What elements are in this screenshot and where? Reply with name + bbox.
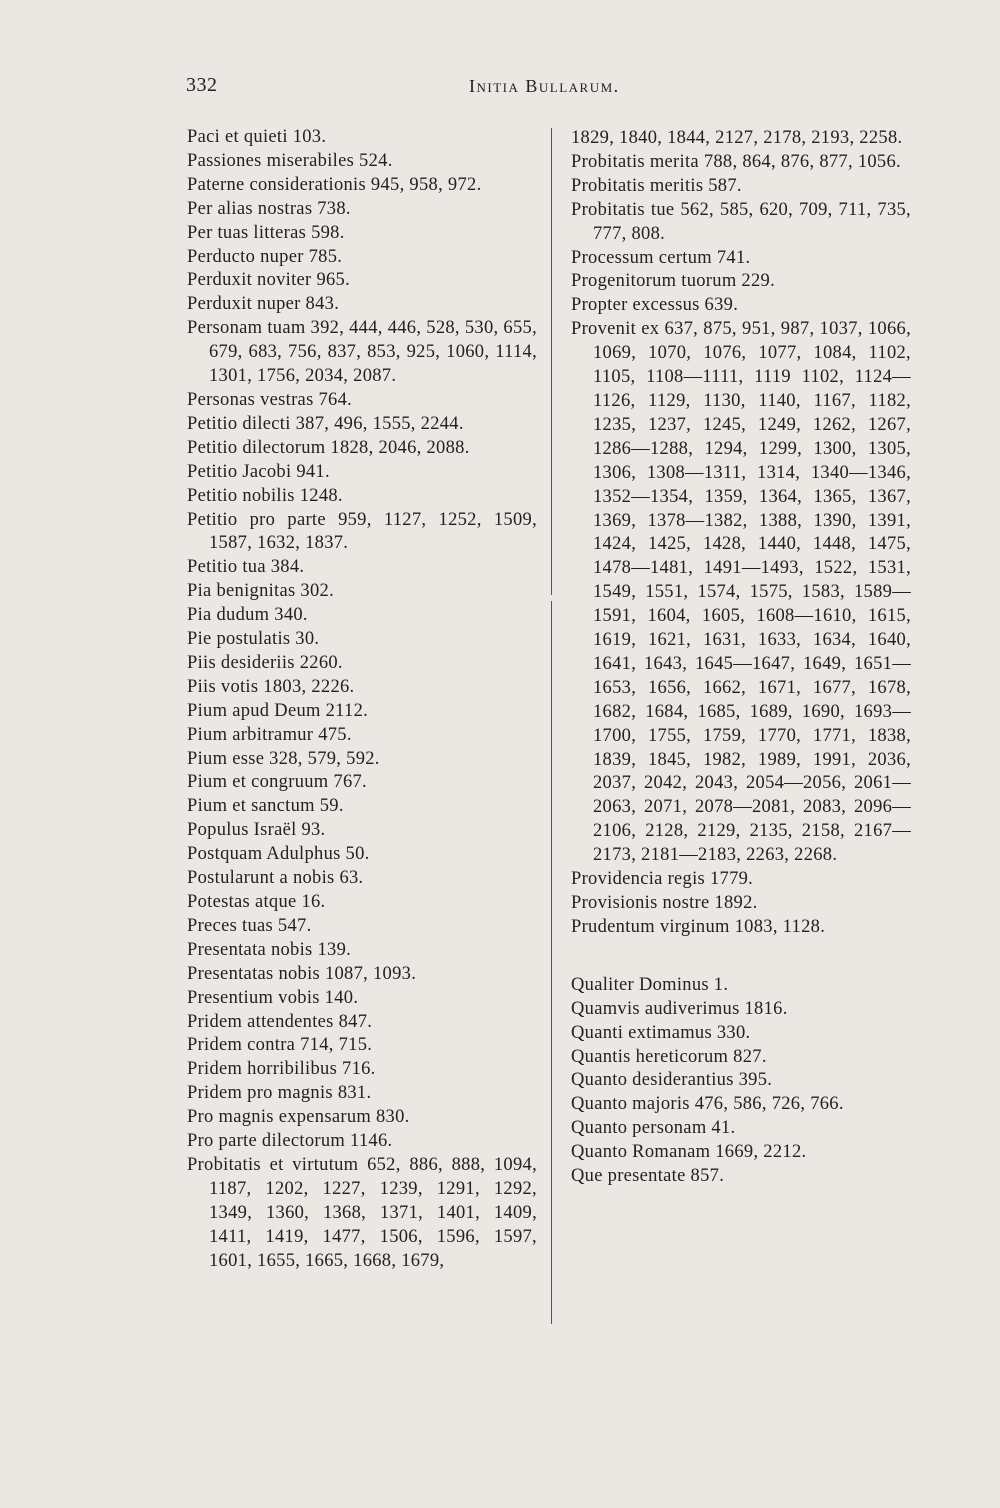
index-entry: Probitatis tue 562, 585, 620, 709, 711, 735, 777, 808. [571, 199, 911, 244]
running-title: Initia Bullarum. [469, 76, 620, 96]
index-entry: Provisionis nostre 1892. [571, 893, 758, 913]
index-entry: Quanto personam 41. [571, 1118, 736, 1139]
index-entry: Petitio pro parte 959, 1127, 1252, 1509, 1587, 1632, 1837. [187, 509, 537, 554]
index-entry: Pie postulatis 30. [187, 629, 320, 650]
index-entry: Pium et congruum 767. [187, 772, 367, 793]
index-entry: Per alias nostras 738. [187, 198, 351, 219]
index-entry: Providencia regis 1779. [571, 869, 754, 890]
index-entry: Perduxit nuper 843. [187, 294, 340, 315]
index-entry: Postquam Adulphus 50. [187, 844, 370, 865]
index-entry: Petitio dilectorum 1828, 2046, 2088. [187, 437, 470, 458]
index-entry: Petitio tua 384. [187, 557, 305, 578]
index-entry: Probitatis meritis 587. [571, 175, 742, 196]
index-entry: Preces tuas 547. [187, 915, 312, 936]
index-entry: Presentium vobis 140. [187, 987, 359, 1008]
index-entry: Quantis hereticorum 827. [571, 1046, 767, 1067]
index-entry: Processum certum 741. [571, 247, 751, 268]
index-entry: Postularunt a nobis 63. [187, 868, 364, 889]
index-entry: Pridem pro magnis 831. [187, 1083, 372, 1104]
index-entry: Passiones miserabiles 524. [187, 150, 393, 171]
index-entry: Paci et quieti 103. [187, 127, 327, 147]
index-entry: Piis votis 1803, 2226. [187, 676, 355, 697]
index-entry: Quanto majoris 476, 586, 726, 766. [571, 1094, 844, 1115]
index-entry: Pium apud Deum 2112. [187, 700, 369, 721]
index-entry: Presentata nobis 139. [187, 939, 352, 960]
index-entry: Pridem contra 714, 715. [187, 1035, 373, 1056]
index-entry: Perduxit noviter 965. [187, 270, 351, 291]
index-entry: Probitatis et virtutum 652, 886, 888, 1094, 1187, 1202, 1227, 1239, 1291, 1292, 1349, 1360, 1368, 1371, 1401, 1409, 1411, 1419, 1477, 1506, 1596, 1597, 1601, 1655, 1665, 1668, 1679, [187, 1154, 537, 1271]
index-entry: Pro magnis expensarum 830. [187, 1107, 410, 1128]
index-entry: Quanto Romanam 1669, 2212. [571, 1142, 807, 1163]
index-entry: Quanti extimamus 330. [571, 1022, 751, 1043]
index-entry: Per tuas litteras 598. [187, 222, 345, 243]
index-entry: Perducto nuper 785. [187, 246, 343, 267]
index-entry: Petitio nobilis 1248. [187, 485, 343, 506]
index-entry: Propter excessus 639. [571, 295, 739, 316]
index-entry: Qualiter Dominus 1. [571, 974, 729, 995]
left-column [187, 126, 537, 1274]
index-entry: Prudentum virginum 1083, 1128. [571, 916, 826, 937]
column-rule-gap [549, 595, 554, 601]
page-number: 332 [186, 74, 218, 96]
index-entry: Pridem attendentes 847. [187, 1011, 373, 1032]
index-entry: Petitio Jacobi 941. [187, 461, 330, 482]
index-entry: Quamvis audiverimus 1816. [571, 998, 788, 1019]
section-gap [571, 940, 911, 974]
index-entry: Pro parte dilectorum 1146. [187, 1131, 393, 1152]
index-entry: Presentatas nobis 1087, 1093. [187, 963, 417, 984]
index-entry: Probitatis merita 788, 864, 876, 877, 1056. [571, 151, 901, 172]
index-entry: Paterne considerationis 945, 958, 972. [187, 174, 482, 195]
index-entry-continued: 1829, 1840, 1844, 2127, 2178, 2193, 2258. [571, 128, 903, 148]
index-entry: Populus Israël 93. [187, 820, 326, 841]
index-entry: Pium esse 328, 579, 592. [187, 748, 380, 769]
index-entry: Pridem horribilibus 716. [187, 1059, 376, 1080]
index-entry: Pia benignitas 302. [187, 581, 335, 602]
index-entry: Pium arbitramur 475. [187, 724, 352, 745]
index-entry: Provenit ex 637, 875, 951, 987, 1037, 1066, 1069, 1070, 1076, 1077, 1084, 1102, 1105, 1108—1111, 1119 1102, 1124—1126, 1129, 1130, 1140, 1167, 1182, 1235, 1237, 1245, 1249, 1262, 1267, 1286—1288, 1294, 1299, 1300, 1305, 1306, 1308—1311, 1314, 1340—1346, 1352—1354, 1359, 1364, 1365, 1367, 1369, 1378—1382, 1388, 1390, 1391, 1424, 1425, 1428, 1440, 1448, 1475, 1478—1481, 1491—1493, 1522, 1531, 1549, 1551, 1574, 1575, 1583, 1589—1591, 1604, 1605, 1608—1610, 1615, 1619, 1621, 1631, 1633, 1634, 1640, 1641, 1643, 1645—1647, 1649, 1651—1653, 1656, 1662, 1671, 1677, 1678, 1682, 1684, 1685, 1689, 1690, 1693—1700, 1755, 1759, 1770, 1771, 1838, 1839, 1845, 1982, 1989, 1991, 2036, 2037, 2042, 2043, 2054—2056, 2061—2063, 2071, 2078—2081, 2083, 2096—2106, 2128, 2129, 2135, 2158, 2167—2173, 2181—2183, 2263, 2268. [571, 319, 911, 866]
index-entry: Progenitorum tuorum 229. [571, 271, 776, 292]
index-entry: Potestas atque 16. [187, 892, 326, 912]
index-entry: Pia dudum 340. [187, 605, 308, 626]
right-column [571, 127, 911, 1189]
index-entry: Que presentate 857. [571, 1166, 725, 1187]
index-entry: Pium et sanctum 59. [187, 796, 344, 817]
column-rule [551, 128, 552, 1324]
index-entry: Personas vestras 764. [187, 389, 353, 410]
index-entry: Quanto desiderantius 395. [571, 1070, 773, 1091]
index-entry: Petitio dilecti 387, 496, 1555, 2244. [187, 413, 464, 434]
index-entry: Piis desideriis 2260. [187, 652, 343, 673]
index-entry: Personam tuam 392, 444, 446, 528, 530, 655, 679, 683, 756, 837, 853, 925, 1060, 1114, 1301, 1756, 2034, 2087. [187, 318, 537, 387]
